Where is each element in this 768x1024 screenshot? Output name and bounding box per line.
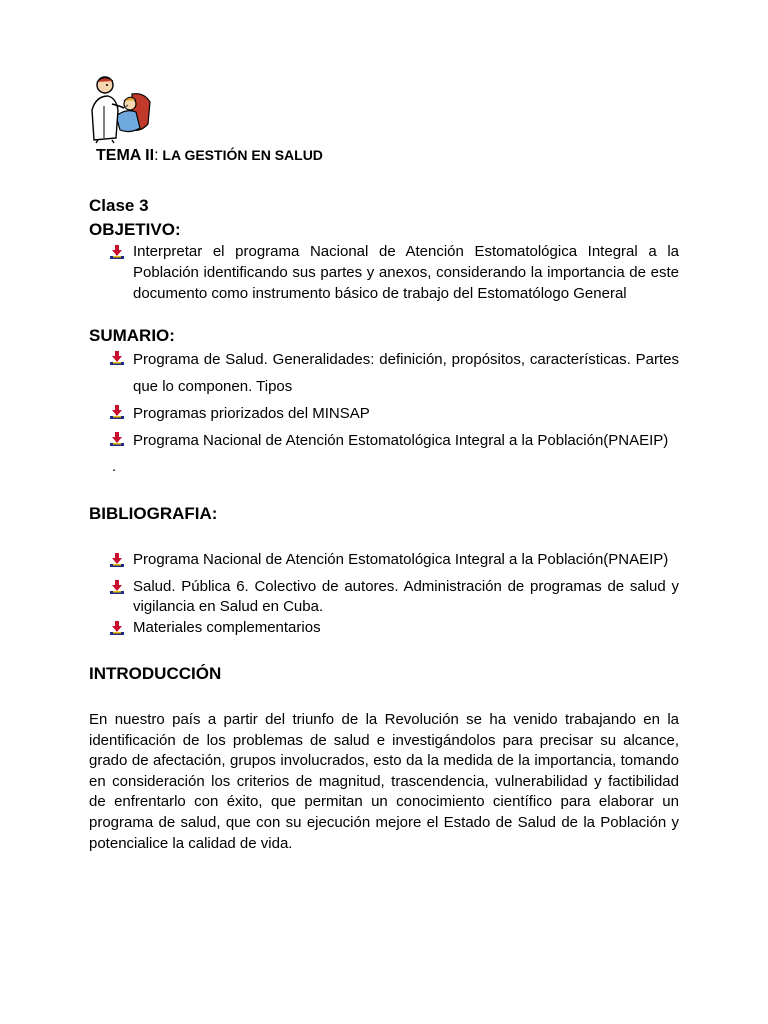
summary-trailing-dot: . bbox=[112, 458, 117, 475]
list-item bbox=[108, 427, 679, 454]
arrow-bullet-icon bbox=[110, 553, 124, 567]
objective-list bbox=[108, 241, 679, 304]
topic-separator: : bbox=[154, 147, 159, 164]
dentist-patient-icon bbox=[86, 72, 156, 144]
introduction-heading: INTRODUCCIÓN bbox=[89, 664, 222, 683]
introduction-paragraph: En nuestro país a partir del triunfo de la Revolución se ha venido trabajando en la identificación de los problemas de salud e investigándolos para precisar su alcance, grado de afectación, grupos involucrados, esto da la medida de la importancia, tomando en consideración los criterios de magnitud, trascendencia, vulnerabilidad y factibilidad de enfrentarlo con éxito, que permitan un conocimiento científico para elaborar un programa de salud, que con su ejecución mejore el Estado de Salud de la Población y potencialice la calidad de vida. bbox=[89, 711, 679, 852]
list-item bbox=[108, 400, 679, 427]
bibliography-heading: BIBLIOGRAFIA: bbox=[89, 504, 218, 523]
arrow-bullet-icon bbox=[110, 405, 124, 419]
summary-item-text: Programa de Salud. Generalidades: definición, propósitos, características. Partes que lo componen. Tipos bbox=[133, 351, 679, 395]
summary-item-text: Programas priorizados del MINSAP bbox=[133, 405, 370, 422]
class-number: Clase 3 bbox=[89, 196, 149, 215]
bibliography-item-text: Salud. Pública 6. Colectivo de autores. Administración de programas de salud y vigilancia en Salud en Cuba. bbox=[133, 577, 679, 615]
summary-list bbox=[108, 346, 679, 454]
list-item bbox=[108, 618, 679, 639]
list-item bbox=[108, 346, 679, 400]
bibliography-item-text: Programa Nacional de Atención Estomatológica Integral a la Población(PNAEIP) bbox=[133, 551, 669, 568]
list-item bbox=[108, 241, 679, 304]
objective-text: Interpretar el programa Nacional de Atención Estomatológica Integral a la Población identificando sus partes y anexos, considerando la importancia de este documento como instrumento básico de trabajo del Estomatólogo General bbox=[133, 243, 679, 302]
arrow-bullet-icon bbox=[110, 621, 124, 635]
topic-label: TEMA II bbox=[96, 147, 155, 164]
arrow-bullet-icon bbox=[110, 432, 124, 446]
document-topic bbox=[96, 147, 323, 165]
summary-heading: SUMARIO: bbox=[89, 326, 175, 345]
arrow-bullet-icon bbox=[110, 245, 124, 259]
topic-title: LA GESTIÓN EN SALUD bbox=[158, 147, 323, 163]
list-item bbox=[108, 550, 679, 571]
objective-heading: OBJETIVO: bbox=[89, 220, 181, 239]
summary-item-text: Programa Nacional de Atención Estomatológica Integral a la Población(PNAEIP) bbox=[133, 432, 669, 449]
arrow-bullet-icon bbox=[110, 351, 124, 365]
list-item bbox=[108, 577, 679, 618]
bibliography-item-text: Materiales complementarios bbox=[133, 618, 321, 636]
bibliography-list bbox=[108, 550, 679, 638]
arrow-bullet-icon bbox=[110, 580, 124, 594]
